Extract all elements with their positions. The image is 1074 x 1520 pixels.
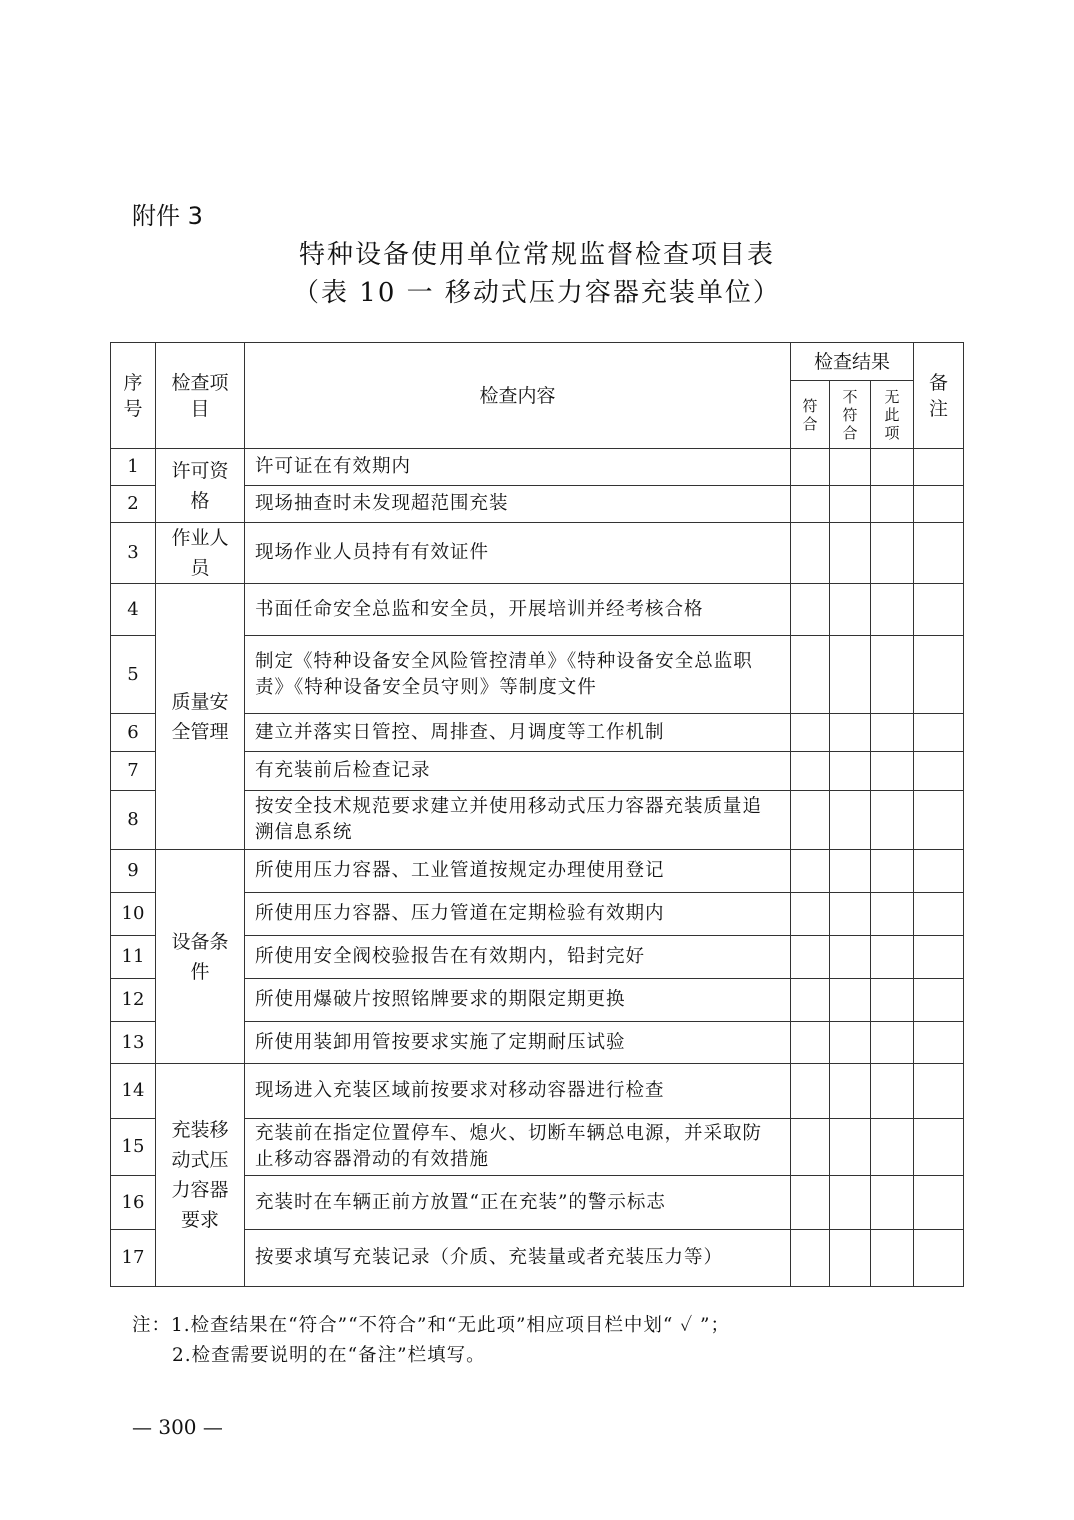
pass-cell[interactable] [791,584,830,636]
fail-cell[interactable] [830,1230,871,1287]
na-cell[interactable] [871,1064,914,1119]
check-content: 书面任命安全总监和安全员，开展培训并经考核合格 [245,584,791,636]
header-pass: 符合 [791,381,830,449]
check-content: 有充装前后检查记录 [245,752,791,791]
fail-cell[interactable] [830,636,871,714]
row-number: 15 [111,1119,156,1176]
pass-cell[interactable] [791,893,830,936]
row-number: 4 [111,584,156,636]
table-row [111,523,964,584]
check-content: 所使用装卸用管按要求实施了定期耐压试验 [245,1022,791,1064]
pass-cell[interactable] [791,523,830,584]
na-cell[interactable] [871,1176,914,1230]
row-number: 1 [111,449,156,486]
check-content: 所使用安全阀校验报告在有效期内，铅封完好 [245,936,791,979]
check-item-group: 作业人员 [156,523,245,584]
na-cell[interactable] [871,791,914,850]
fail-cell[interactable] [830,449,871,486]
check-content: 现场作业人员持有有效证件 [245,523,791,584]
remark-cell[interactable] [914,584,964,636]
pass-cell[interactable] [791,1119,830,1176]
na-cell[interactable] [871,936,914,979]
pass-cell[interactable] [791,714,830,752]
remark-cell[interactable] [914,979,964,1022]
row-number: 9 [111,850,156,893]
document-title: 特种设备使用单位常规监督检查项目表 [298,240,775,270]
fail-cell[interactable] [830,893,871,936]
remark-cell[interactable] [914,1022,964,1064]
fail-cell[interactable] [830,714,871,752]
fail-cell[interactable] [830,936,871,979]
row-number: 14 [111,1064,156,1119]
check-content: 许可证在有效期内 [245,449,791,486]
page-number: — 300 — [132,1415,223,1439]
fail-cell[interactable] [830,850,871,893]
note-1: 注：1.检查结果在“符合”“不符合”和“无此项”相应项目栏中划“ ✓ ”； [132,1315,731,1336]
remark-cell[interactable] [914,791,964,850]
row-number: 6 [111,714,156,752]
pass-cell[interactable] [791,449,830,486]
check-content: 现场抽查时未发现超范围充装 [245,486,791,523]
row-number: 10 [111,893,156,936]
header-fail: 不符合 [830,381,871,449]
remark-cell[interactable] [914,1176,964,1230]
header-content: 检查内容 [245,343,791,449]
check-content: 建立并落实日管控、周排查、月调度等工作机制 [245,714,791,752]
remark-cell[interactable] [914,936,964,979]
pass-cell[interactable] [791,1230,830,1287]
note-2: 2.检查需要说明的在“备注”栏填写。 [172,1345,486,1366]
row-number: 3 [111,523,156,584]
check-item-group: 充装移动式压力容器要求 [156,1064,245,1287]
check-content: 按要求填写充装记录（介质、充装量或者充装压力等） [245,1230,791,1287]
pass-cell[interactable] [791,936,830,979]
header-remark: 备注 [914,343,964,449]
remark-cell[interactable] [914,523,964,584]
pass-cell[interactable] [791,979,830,1022]
row-number: 16 [111,1176,156,1230]
row-number: 5 [111,636,156,714]
fail-cell[interactable] [830,486,871,523]
table-row [111,449,964,486]
pass-cell[interactable] [791,752,830,791]
remark-cell[interactable] [914,714,964,752]
pass-cell[interactable] [791,1176,830,1230]
check-item-group: 设备条件 [156,850,245,1064]
remark-cell[interactable] [914,752,964,791]
na-cell[interactable] [871,636,914,714]
table-row [111,584,964,636]
na-cell[interactable] [871,584,914,636]
check-item-group: 质量安全管理 [156,584,245,850]
check-content: 所使用压力容器、压力管道在定期检验有效期内 [245,893,791,936]
check-content: 所使用爆破片按照铭牌要求的期限定期更换 [245,979,791,1022]
attachment-label: 附件 3 [132,202,203,230]
fail-cell[interactable] [830,523,871,584]
remark-cell[interactable] [914,850,964,893]
na-cell[interactable] [871,893,914,936]
check-content: 所使用压力容器、工业管道按规定办理使用登记 [245,850,791,893]
row-number: 17 [111,1230,156,1287]
remark-cell[interactable] [914,893,964,936]
row-number: 7 [111,752,156,791]
check-content: 充装前在指定位置停车、熄火、切断车辆总电源，并采取防止移动容器滑动的有效措施 [245,1119,791,1176]
fail-cell[interactable] [830,979,871,1022]
check-content: 制定《特种设备安全风险管控清单》《特种设备安全总监职责》《特种设备安全员守则》等制度文件 [245,636,791,714]
row-number: 11 [111,936,156,979]
table-row [111,850,964,893]
na-cell[interactable] [871,850,914,893]
fail-cell[interactable] [830,1022,871,1064]
fail-cell[interactable] [830,584,871,636]
check-content: 充装时在车辆正前方放置“正在充装”的警示标志 [245,1176,791,1230]
pass-cell[interactable] [791,486,830,523]
remark-cell[interactable] [914,636,964,714]
row-number: 8 [111,791,156,850]
remark-cell[interactable] [914,1064,964,1119]
pass-cell[interactable] [791,636,830,714]
na-cell[interactable] [871,714,914,752]
inspection-table [110,342,964,1287]
row-number: 12 [111,979,156,1022]
remark-cell[interactable] [914,486,964,523]
na-cell[interactable] [871,752,914,791]
pass-cell[interactable] [791,791,830,850]
header-item: 检查项目 [156,343,245,449]
check-content: 按安全技术规范要求建立并使用移动式压力容器充装质量追溯信息系统 [245,791,791,850]
header-na: 无此项 [871,381,914,449]
pass-cell[interactable] [791,850,830,893]
remark-cell[interactable] [914,449,964,486]
pass-cell[interactable] [791,1022,830,1064]
na-cell[interactable] [871,523,914,584]
na-cell[interactable] [871,1230,914,1287]
fail-cell[interactable] [830,1176,871,1230]
na-cell[interactable] [871,1119,914,1176]
check-item-group: 许可资格 [156,449,245,523]
row-number: 13 [111,1022,156,1064]
pass-cell[interactable] [791,1064,830,1119]
fail-cell[interactable] [830,1064,871,1119]
table-row [111,1064,964,1119]
remark-cell[interactable] [914,1230,964,1287]
na-cell[interactable] [871,486,914,523]
fail-cell[interactable] [830,1119,871,1176]
document-subtitle: （表 10 一 移动式压力容器充装单位） [293,278,781,308]
header-seq: 序号 [111,343,156,449]
header-result: 检查结果 [791,343,914,381]
na-cell[interactable] [871,1022,914,1064]
fail-cell[interactable] [830,791,871,850]
na-cell[interactable] [871,979,914,1022]
row-number: 2 [111,486,156,523]
fail-cell[interactable] [830,752,871,791]
check-content: 现场进入充装区域前按要求对移动容器进行检查 [245,1064,791,1119]
na-cell[interactable] [871,449,914,486]
remark-cell[interactable] [914,1119,964,1176]
